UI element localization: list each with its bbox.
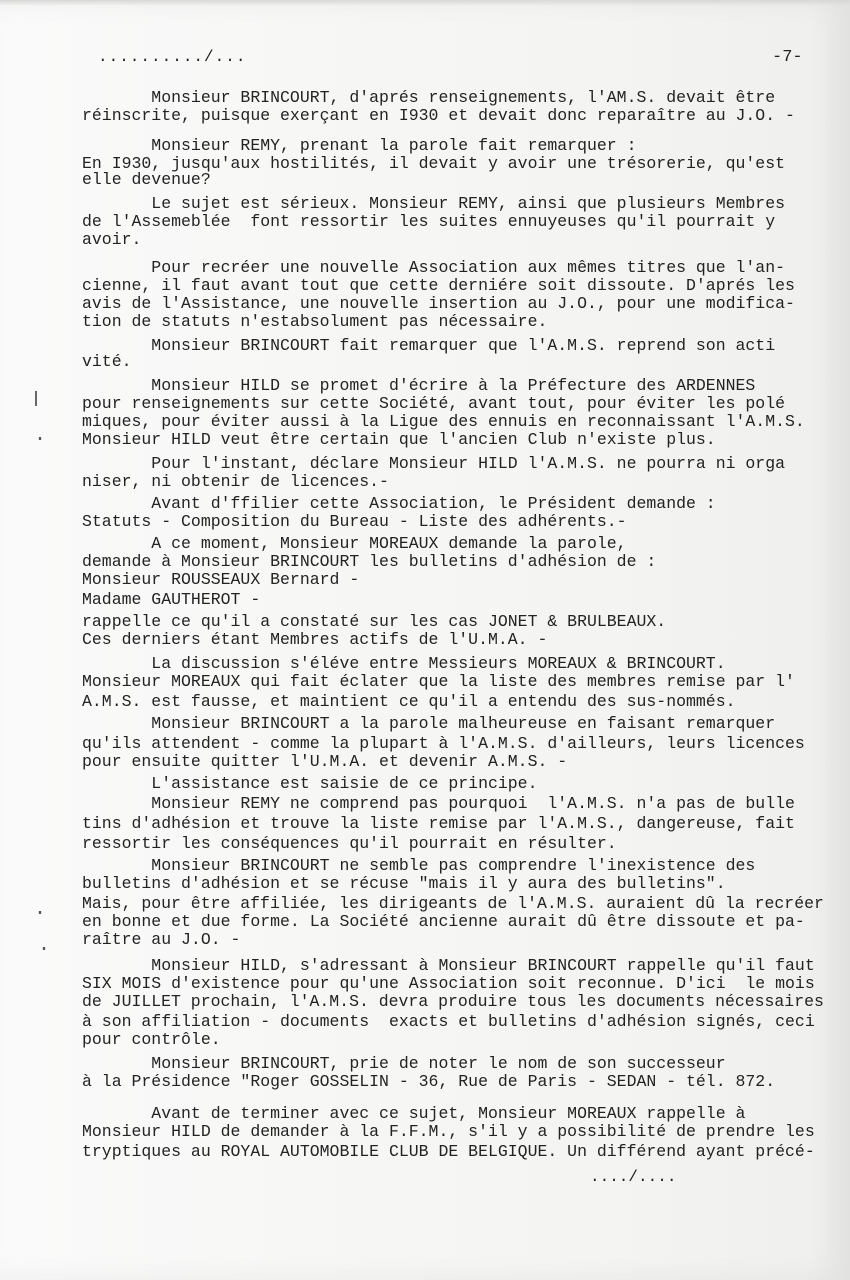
text-line: pour ensuite quitter l'U.M.A. et devenir A.M.S. -	[82, 752, 568, 771]
text-line: Avant de terminer avec ce sujet, Monsieur MOREAUX rappelle à	[82, 1104, 746, 1123]
text-line: avis de l'Assistance, une nouvelle insertion au J.O., pour une modifica-	[82, 294, 795, 313]
text-line: ressortir les conséquences qu'il pourrait en résulter.	[82, 834, 617, 853]
text-line: Monsieur REMY, prenant la parole fait remarquer :	[82, 136, 637, 155]
text-line: tins d'adhésion et trouve la liste remise par l'A.M.S., dangereuse, fait	[82, 814, 795, 833]
text-line: Madame GAUTHEROT -	[82, 590, 261, 609]
continuation-marker: ........../...	[98, 48, 247, 66]
text-line: avoir.	[82, 230, 142, 249]
text-line: Monsieur REMY ne comprend pas pourquoi l'A.M.S. n'a pas de bulle	[82, 794, 795, 813]
text-line: pour contrôle.	[82, 1030, 221, 1049]
text-line: Pour recréer une nouvelle Association aux mêmes titres que l'an-	[82, 258, 786, 277]
text-line: à son affiliation - documents exacts et bulletins d'adhésion signés, ceci	[82, 1012, 815, 1031]
text-line: Monsieur BRINCOURT, prie de noter le nom de son successeur	[82, 1054, 726, 1073]
text-line: bulletins d'adhésion et se récuse "mais il y aura des bulletins".	[82, 874, 726, 893]
text-line: réinscrite, puisque exerçant en I930 et devait donc reparaître au J.O. -	[82, 106, 795, 125]
text-line: Monsieur MOREAUX qui fait éclater que la liste des membres remise par l'	[82, 672, 795, 691]
text-line: vité.	[82, 352, 132, 371]
text-line: Pour l'instant, déclare Monsieur HILD l'A.M.S. ne pourra ni orga	[82, 454, 786, 473]
text-line: Monsieur BRINCOURT, d'aprés renseignements, l'AM.S. devait être	[82, 88, 776, 107]
text-line: de JUILLET prochain, l'A.M.S. devra produire tous les documents nécessaires	[82, 992, 824, 1011]
text-line: SIX MOIS d'existence pour qu'une Association soit reconnue. D'ici le mois	[82, 974, 815, 993]
margin-punch-mark: ·	[34, 902, 47, 925]
text-line: Ces derniers étant Membres actifs de l'U.M.A. -	[82, 630, 548, 649]
text-line: La discussion s'éléve entre Messieurs MOREAUX & BRINCOURT.	[82, 654, 726, 673]
text-line: Avant d'ffilier cette Association, le Président demande :	[82, 494, 716, 513]
text-line: demande à Monsieur BRINCOURT les bulletins d'adhésion de :	[82, 552, 657, 571]
margin-punch-mark: ·	[38, 938, 51, 961]
margin-punch-mark: ǀ	[30, 390, 43, 413]
text-line: Monsieur ROUSSEAUX Bernard -	[82, 570, 360, 589]
text-line: de l'Assemeblée font ressortir les suites ennuyeuses qu'il pourrait y	[82, 212, 776, 231]
document-body	[82, 0, 822, 1280]
text-line: A ce moment, Monsieur MOREAUX demande la parole,	[82, 534, 627, 553]
text-line: L'assistance est saisie de ce principe.	[82, 774, 538, 793]
text-line: tion de statuts n'estabsolument pas nécessaire.	[82, 312, 548, 331]
text-line: rappelle ce qu'il a constaté sur les cas JONET & BRULBEAUX.	[82, 612, 667, 631]
text-line: raître au J.O. -	[82, 930, 241, 949]
text-line: tryptiques au ROYAL AUTOMOBILE CLUB DE BELGIQUE. Un différend ayant précé-	[82, 1142, 815, 1161]
page-number: -7-	[772, 48, 803, 67]
text-line: miques, pour éviter aussi à la Ligue des ennuis en reconnaissant l'A.M.S.	[82, 412, 805, 431]
text-line: à la Présidence "Roger GOSSELIN - 36, Rue de Paris - SEDAN - tél. 872.	[82, 1072, 776, 1091]
text-line: Le sujet est sérieux. Monsieur REMY, ainsi que plusieurs Membres	[82, 194, 786, 213]
text-line: cienne, il faut avant tout que cette derniére soit dissoute. D'aprés les	[82, 276, 795, 295]
text-line: Monsieur BRINCOURT a la parole malheureuse en faisant remarquer	[82, 714, 776, 733]
text-line: en bonne et due forme. La Société ancienne aurait dû être dissoute et pa-	[82, 912, 805, 931]
text-line: Mais, pour être affiliée, les dirigeants de l'A.M.S. auraient dû la recréer	[82, 894, 824, 913]
text-line: qu'ils attendent - comme la plupart à l'A.M.S. d'ailleurs, leurs licences	[82, 734, 805, 753]
text-line: Monsieur BRINCOURT fait remarquer que l'A.M.S. reprend son acti	[82, 336, 776, 355]
text-line: Statuts - Composition du Bureau - Liste des adhérents.-	[82, 512, 627, 531]
text-line: elle devenue?	[82, 170, 211, 189]
text-line: Monsieur BRINCOURT ne semble pas comprendre l'inexistence des	[82, 856, 756, 875]
text-line: pour renseignements sur cette Société, avant tout, pour éviter les polé	[82, 394, 786, 413]
text-line: En I930, jusqu'aux hostilités, il devait y avoir une trésorerie, qu'est	[82, 154, 786, 173]
text-line: niser, ni obtenir de licences.-	[82, 472, 389, 491]
text-line: Monsieur HILD se promet d'écrire à la Préfecture des ARDENNES	[82, 376, 756, 395]
text-line: Monsieur HILD de demander à la F.F.M., s'il y a possibilité de prendre les	[82, 1122, 815, 1141]
text-line: A.M.S. est fausse, et maintient ce qu'il a entendu des sus-nommés.	[82, 692, 736, 711]
margin-punch-mark: ·	[34, 428, 47, 451]
text-line: Monsieur HILD veut être certain que l'ancien Club n'existe plus.	[82, 430, 716, 449]
continuation-marker-bottom: ..../....	[590, 1168, 677, 1186]
text-line: Monsieur HILD, s'adressant à Monsieur BRINCOURT rappelle qu'il faut	[82, 956, 815, 975]
